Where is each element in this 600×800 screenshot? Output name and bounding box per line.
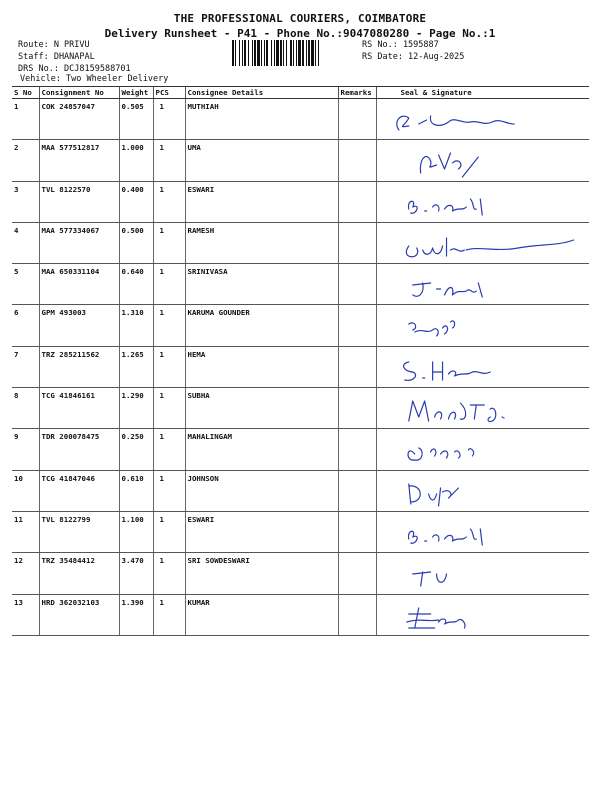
sno-cell: 8: [12, 388, 39, 429]
route-label: Route: N PRIVU: [18, 40, 90, 50]
sno-cell: 2: [12, 140, 39, 181]
sno-cell: 12: [12, 553, 39, 594]
consignee-name: SRINIVASA: [185, 264, 338, 305]
weight-cell: 3.470: [119, 553, 153, 594]
table-row: [12, 511, 589, 552]
barcode-bar: [306, 40, 307, 66]
company-title: THE PROFESSIONAL COURIERS, COIMBATORE: [173, 12, 427, 25]
handwritten-signature: [379, 226, 588, 262]
pcs-cell: 1: [153, 553, 185, 594]
weight-cell: 1.390: [119, 594, 153, 635]
handwritten-signature: [379, 391, 588, 427]
table-row: [12, 222, 589, 263]
col-header-consignee: Consignee Details: [185, 87, 338, 99]
col-header-remarks: Remarks: [338, 87, 376, 99]
handwritten-signature: [379, 598, 588, 634]
barcode-bar: [286, 40, 287, 66]
consignee-name: JOHNSON: [185, 470, 338, 511]
barcode-bar: [261, 40, 262, 66]
barcode-bar: [315, 40, 316, 66]
weight-cell: 0.250: [119, 429, 153, 470]
handwritten-signature: [379, 556, 588, 592]
pcs-cell: 1: [153, 140, 185, 181]
consignment-number: TCG 41847046: [39, 470, 119, 511]
signature-cell: [376, 594, 589, 635]
signature-cell: [376, 553, 589, 594]
sno-cell: 1: [12, 99, 39, 140]
sno-cell: 11: [12, 511, 39, 552]
consignment-number: HRD 362032103: [39, 594, 119, 635]
consignment-number: TCG 41846161: [39, 388, 119, 429]
remarks-cell: [338, 346, 376, 387]
barcode-bar: [239, 40, 240, 66]
remarks-cell: [338, 305, 376, 346]
barcode-bar: [290, 40, 292, 66]
consignment-number: TVL 8122799: [39, 511, 119, 552]
consignee-name: MAHALINGAM: [185, 429, 338, 470]
remarks-cell: [338, 553, 376, 594]
table-row: [12, 264, 589, 305]
sno-cell: 3: [12, 181, 39, 222]
sno-cell: 4: [12, 222, 39, 263]
weight-cell: 0.610: [119, 470, 153, 511]
table-row: [12, 470, 589, 511]
pcs-cell: 1: [153, 511, 185, 552]
weight-cell: 0.400: [119, 181, 153, 222]
staff-label: Staff: DHANAPAL: [18, 52, 95, 62]
pcs-cell: 1: [153, 222, 185, 263]
barcode-bar: [271, 40, 272, 66]
barcode-bar: [276, 40, 279, 66]
consignee-name: HEMA: [185, 346, 338, 387]
rs-number: RS No.: 1595887: [362, 40, 439, 50]
barcode-bar: [252, 40, 253, 66]
remarks-cell: [338, 388, 376, 429]
consignee-name: ESWARI: [185, 181, 338, 222]
barcode-bar: [235, 40, 236, 66]
remarks-cell: [338, 99, 376, 140]
remarks-cell: [338, 222, 376, 263]
remarks-cell: [338, 181, 376, 222]
sno-cell: 10: [12, 470, 39, 511]
consignee-name: MUTHIAH: [185, 99, 338, 140]
table-row: [12, 346, 589, 387]
consignment-number: TDR 200078475: [39, 429, 119, 470]
weight-cell: 1.265: [119, 346, 153, 387]
signature-cell: [376, 429, 589, 470]
weight-cell: 0.505: [119, 99, 153, 140]
barcode-bar: [293, 40, 294, 66]
barcode-bar: [296, 40, 297, 66]
consignee-name: UMA: [185, 140, 338, 181]
consignment-number: TRZ 285211562: [39, 346, 119, 387]
consignment-number: MAA 577334067: [39, 222, 119, 263]
runsheet-subtitle: Delivery Runsheet - P41 - Phone No.:9047080280 - Page No.:1: [104, 27, 496, 40]
barcode-bar: [280, 40, 282, 66]
signature-cell: [376, 470, 589, 511]
barcode-bar: [274, 40, 275, 66]
signature-cell: [376, 264, 589, 305]
handwritten-signature: [379, 515, 588, 551]
consignee-name: SUBHA: [185, 388, 338, 429]
table-row: [12, 181, 589, 222]
table-row: [12, 305, 589, 346]
handwritten-signature: [379, 185, 588, 221]
handwritten-signature: [379, 474, 588, 510]
barcode-bar: [254, 40, 256, 66]
consignee-name: KUMAR: [185, 594, 338, 635]
col-header-weight: Weight: [119, 87, 153, 99]
consignment-number: GPM 493003: [39, 305, 119, 346]
remarks-cell: [338, 429, 376, 470]
pcs-cell: 1: [153, 346, 185, 387]
weight-cell: 1.000: [119, 140, 153, 181]
weight-cell: 0.640: [119, 264, 153, 305]
table-row: [12, 388, 589, 429]
sno-cell: 5: [12, 264, 39, 305]
handwritten-signature: [379, 102, 588, 138]
consignee-name: ESWARI: [185, 511, 338, 552]
pcs-cell: 1: [153, 594, 185, 635]
consignee-name: RAMESH: [185, 222, 338, 263]
barcode-bar: [308, 40, 310, 66]
pcs-cell: 1: [153, 470, 185, 511]
barcode-bar: [318, 40, 319, 66]
pcs-cell: 1: [153, 388, 185, 429]
barcode-bar: [266, 40, 268, 66]
runsheet-table: [12, 86, 589, 636]
barcode-bar: [257, 40, 260, 66]
pcs-cell: 1: [153, 181, 185, 222]
col-header-sno: S No: [12, 87, 39, 99]
sno-cell: 13: [12, 594, 39, 635]
barcode-bar: [298, 40, 301, 66]
barcode-bar: [264, 40, 265, 66]
barcode-bar: [311, 40, 314, 66]
table-row: [12, 553, 589, 594]
vehicle-label: Vehicle: Two Wheeler Delivery: [20, 74, 169, 84]
barcode-bar: [244, 40, 246, 66]
barcode: [232, 40, 350, 66]
pcs-cell: 1: [153, 429, 185, 470]
table-row: [12, 140, 589, 181]
table-row: [12, 429, 589, 470]
rs-date: RS Date: 12-Aug-2025: [362, 52, 465, 62]
drs-number: DRS No.: DCJ8159588701: [18, 64, 131, 74]
consignment-number: MAA 577512817: [39, 140, 119, 181]
sno-cell: 9: [12, 429, 39, 470]
signature-cell: [376, 222, 589, 263]
barcode-bar: [242, 40, 243, 66]
table-row: [12, 99, 589, 140]
consignee-name: KARUMA GOUNDER: [185, 305, 338, 346]
handwritten-signature: [379, 308, 588, 344]
consignment-number: COK 24857047: [39, 99, 119, 140]
remarks-cell: [338, 264, 376, 305]
consignment-number: TVL 8122570: [39, 181, 119, 222]
remarks-cell: [338, 470, 376, 511]
sno-cell: 7: [12, 346, 39, 387]
barcode-bar: [248, 40, 249, 66]
consignment-number: TRZ 35484412: [39, 553, 119, 594]
signature-cell: [376, 140, 589, 181]
signature-cell: [376, 305, 589, 346]
pcs-cell: 1: [153, 99, 185, 140]
pcs-cell: 1: [153, 264, 185, 305]
weight-cell: 1.100: [119, 511, 153, 552]
signature-cell: [376, 346, 589, 387]
remarks-cell: [338, 140, 376, 181]
col-header-pcs: PCS: [153, 87, 185, 99]
handwritten-signature: [379, 267, 588, 303]
handwritten-signature: [379, 350, 588, 386]
handwritten-signature: [379, 143, 588, 179]
sno-cell: 6: [12, 305, 39, 346]
barcode-bar: [283, 40, 284, 66]
table-row: [12, 594, 589, 635]
signature-cell: [376, 99, 589, 140]
weight-cell: 1.310: [119, 305, 153, 346]
barcode-bar: [232, 40, 234, 66]
consignee-name: SRI SOWDESWARI: [185, 553, 338, 594]
signature-cell: [376, 388, 589, 429]
remarks-cell: [338, 511, 376, 552]
weight-cell: 1.290: [119, 388, 153, 429]
barcode-bar: [302, 40, 304, 66]
signature-cell: [376, 181, 589, 222]
col-header-consignment: Consignment No: [39, 87, 119, 99]
col-header-signature: Seal & Signature: [376, 87, 589, 99]
weight-cell: 0.500: [119, 222, 153, 263]
signature-cell: [376, 511, 589, 552]
remarks-cell: [338, 594, 376, 635]
handwritten-signature: [379, 432, 588, 468]
table-header-row: [12, 87, 589, 99]
consignment-number: MAA 650331104: [39, 264, 119, 305]
pcs-cell: 1: [153, 305, 185, 346]
